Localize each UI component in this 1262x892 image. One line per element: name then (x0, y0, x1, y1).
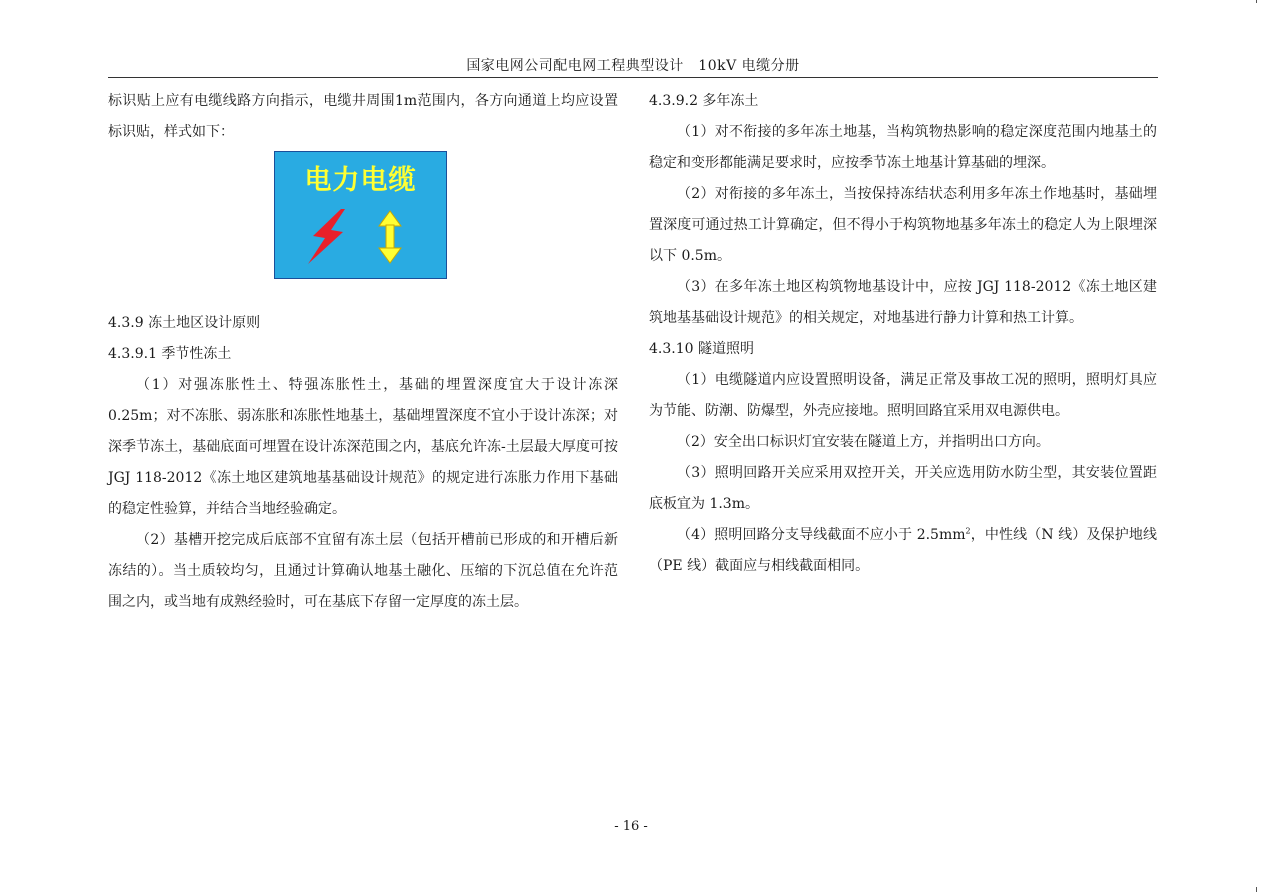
sign-title: 电力电缆 (304, 165, 417, 196)
header-rule (108, 77, 1158, 78)
paragraph-permafrost-3: （3）在多年冻土地区构筑物地基设计中，应按 JGJ 118-2012《冻土地区建筑地基基础设计规范》的相关规定，对地基进行静力计算和热工计算。 (649, 279, 1157, 326)
paragraph-seasonal-2: （2）基槽开挖完成后底部不宜留有冻土层（包括开槽前已形成的和开槽后新冻结的）。当土质较均匀，且通过计算确认地基土融化、压缩的下沉总值在允许范围之内，或当地有成熟经验时，可在基底下存留一定厚度的冻土层。 (108, 532, 618, 610)
paragraph-permafrost-1: （1）对不衔接的多年冻土地基，当构筑物热影响的稳定深度范围内地基土的稳定和变形都能满足要求时，应按季节冻土地基计算基础的埋深。 (649, 124, 1157, 171)
edge-line-bottom (1256, 887, 1257, 892)
page-header: 国家电网公司配电网工程典型设计 10kV 电缆分册 (466, 58, 800, 74)
cable-marker-sign (274, 151, 447, 279)
paragraph-lighting-2: （2）安全出口标识灯宜安装在隧道上方，并指明出口方向。 (677, 434, 1050, 450)
superscript-2: 2 (965, 526, 971, 536)
double-arrow-icon (379, 211, 401, 263)
right-column (649, 86, 1157, 582)
intro-paragraph: 标识贴上应有电缆线路方向指示，电缆井周围1m范围内，各方向通道上均应设置标识贴，样式如下： (108, 93, 618, 140)
paragraph-permafrost-2: （2）对衔接的多年冻土，当按保持冻结状态利用多年冻土作地基时，基础埋置深度可通过热工计算确定，但不得小于构筑物地基多年冻土的稳定人为上限埋深以下 0.5m。 (649, 186, 1157, 264)
paragraph-seasonal-1: （1）对强冻胀性土、特强冻胀性土，基础的埋置深度宜大于设计冻深0.25m；对不冻胀、弱冻胀和冻胀性地基土，基础埋置深度不宜小于设计冻深；对深季节冻土，基础底面可埋置在设计冻深范围之内，基底允许冻-土层最大厚度可按 JGJ 118-2012《冻土地区建筑地基基础设计规范》的规定进行冻胀力作用下基础的稳定性验算，并结合当地经验确定。 (108, 377, 618, 517)
page-number: - 16 - (614, 819, 648, 834)
lighting-4-text-b: ，中性线（N 线）及保护地线（PE 线）截面应与相线截面相同。 (649, 527, 1157, 574)
sign-container (108, 148, 618, 308)
paragraph-lighting-1: （1）电缆隧道内应设置照明设备，满足正常及事故工况的照明，照明灯具应为节能、防潮、防爆型，外壳应接地。照明回路宜采用双电源供电。 (649, 372, 1157, 419)
sign-graphics (275, 152, 446, 278)
paragraph-lighting-3: （3）照明回路开关应采用双控开关，开关应选用防水防尘型，其安装位置距底板宜为 1.3m。 (649, 465, 1157, 512)
heading-4-3-9-2: 4.3.9.2 多年冻土 (649, 93, 759, 109)
heading-4-3-9-1: 4.3.9.1 季节性冻土 (108, 346, 232, 362)
edge-line-top (1256, 0, 1257, 3)
heading-4-3-9: 4.3.9 冻土地区设计原则 (108, 315, 261, 331)
lightning-bolt-icon (308, 209, 345, 264)
heading-4-3-10: 4.3.10 隧道照明 (649, 341, 754, 357)
lighting-4-text-a: （4）照明回路分支导线截面不应小于 2.5mm (677, 527, 966, 543)
paragraph-lighting-4 (649, 520, 1157, 582)
left-column (108, 86, 618, 618)
